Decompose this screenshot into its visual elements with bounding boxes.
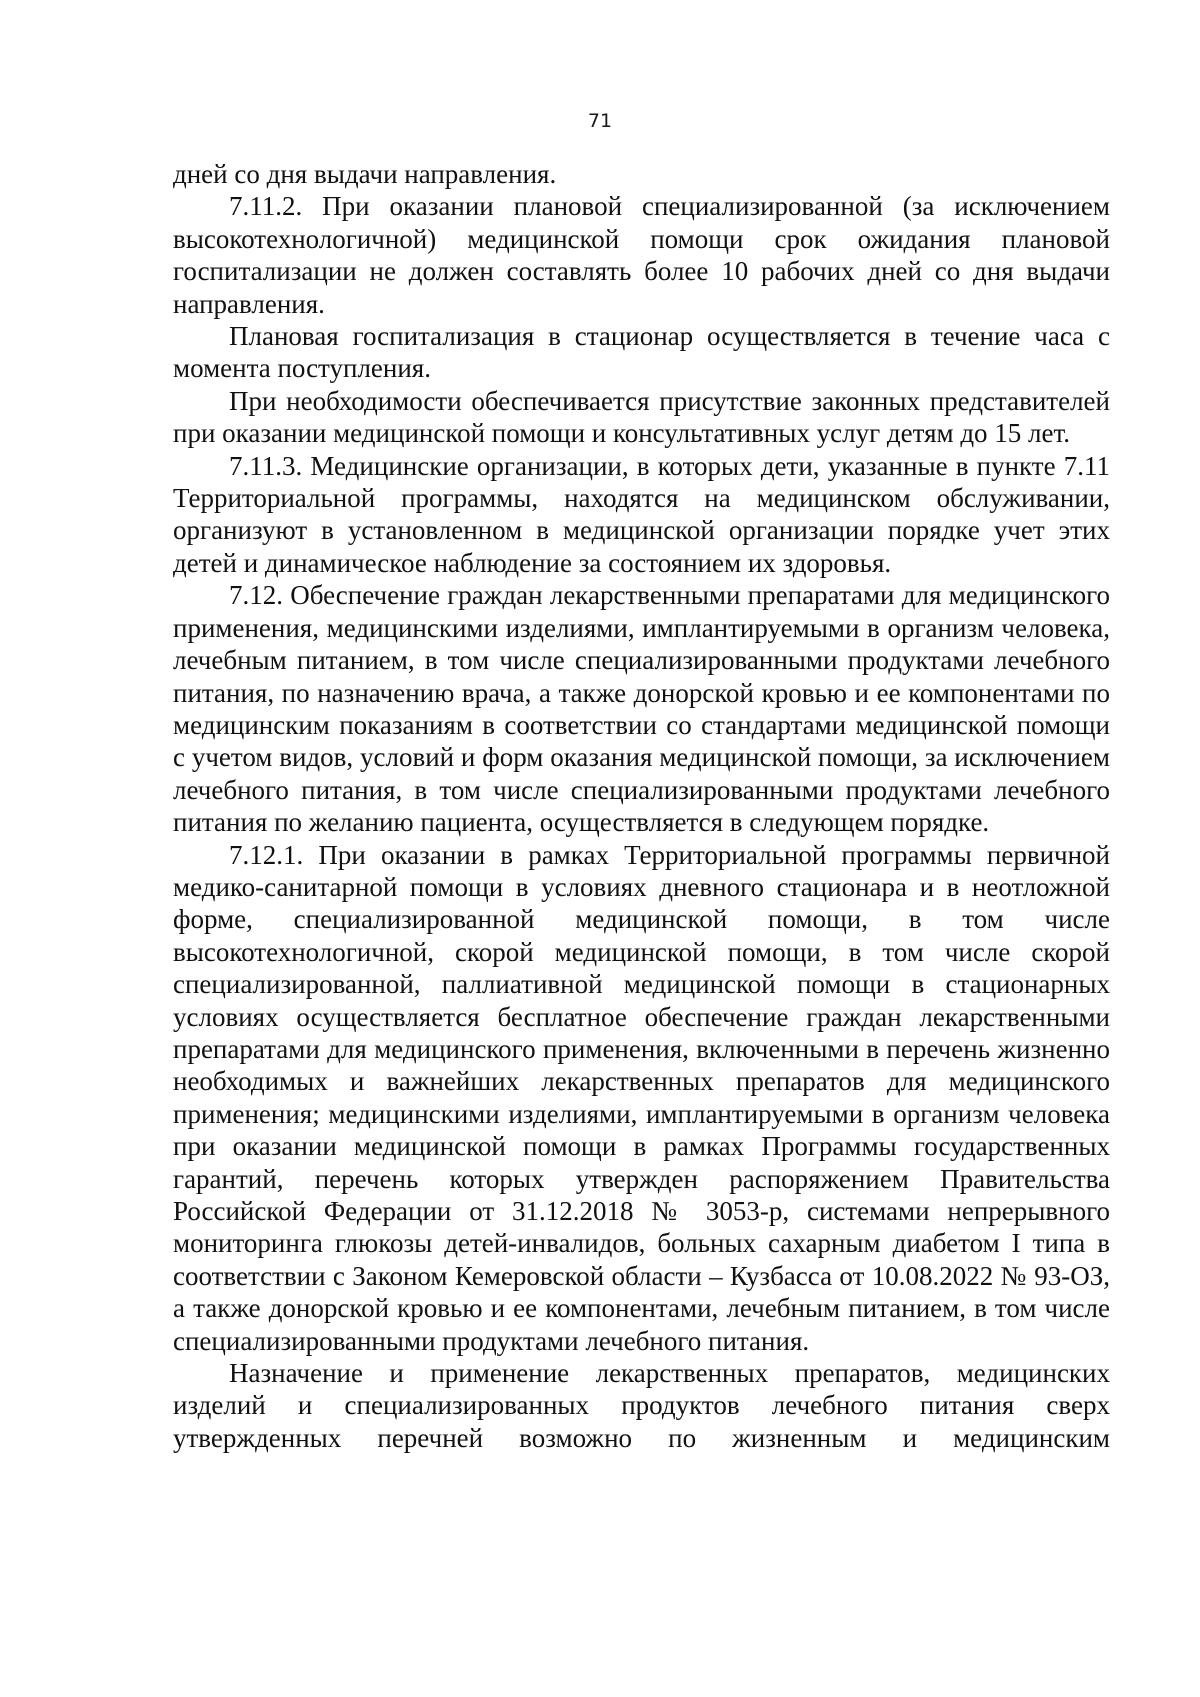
paragraph-7-12-1: 7.12.1. При оказании в рамках Территориальной программы первичной медико-санитарной помощи в условиях дневного стационара и в неотложной форме, специализированной медицинской помощи, в том числе высокотехнологичной, скорой медицинской помощи, в том числе скорой специализированной, паллиативной медицинской помощи в стационарных условиях осуществляется бесплатное обеспечение граждан лекарственными препаратами для медицинского применения, включенными в перечень жизненно необходимых и важнейших лекарственных препаратов для медицинского применения; медицинскими изделиями, имплантируемыми в организм человека при оказании медицинской помощи в рамках Программы государственных гарантий, перечень которых утвержден распоряжением Правительства Российской Федерации от 31.12.2018 № 3053-р, системами непрерывного мониторинга глюкозы детей-инвалидов, больных сахарным диабетом I типа в соответствии с Законом Кемеровской области – Кузбасса от 10.08.2022 № 93-ОЗ, а также донорской кровью и ее компонентами, лечебным питанием, в том числе специализированными продуктами лечебного питания.: [173, 839, 1110, 1356]
paragraph-continuation: дней со дня выдачи направления.: [173, 159, 557, 189]
paragraph-legal-representatives: При необходимости обеспечивается присутствие законных представителей при оказании медицинской помощи и консультативных услуг детям до 15 лет.: [173, 385, 1110, 449]
document-body: [173, 158, 1110, 1454]
paragraph-7-11-2: 7.11.2. При оказании плановой специализированной (за исключением высокотехнологичной) медицинской помощи срок ожидания плановой госпитализации не должен составлять более 10 рабочих дней со дня выдачи направления.: [173, 191, 1110, 319]
paragraph-prescription: Назначение и применение лекарственных препаратов, медицинских изделий и специализированных продуктов лечебного питания сверх утвержденных перечней возможно по жизненным и медицинским: [173, 1358, 1110, 1453]
paragraph-7-12: 7.12. Обеспечение граждан лекарственными препаратами для медицинского применения, медицинскими изделиями, имплантируемыми в организм человека, лечебным питанием, в том числе специализированными продуктами лечебного питания, по назначению врача, а также донорской кровью и ее компонентами по медицинским показаниям в соответствии со стандартами медицинской помощи с учетом видов, условий и форм оказания медицинской помощи, за исключением лечебного питания, в том числе специализированными продуктами лечебного питания по желанию пациента, осуществляется в следующем порядке.: [173, 580, 1110, 838]
paragraph-7-11-3: 7.11.3. Медицинские организации, в которых дети, указанные в пункте 7.11 Территориальной программы, находятся на медицинском обслуживании, организуют в установленном в медицинской организации порядке учет этих детей и динамическое наблюдение за состоянием их здоровья.: [173, 450, 1110, 578]
paragraph-planned-hospitalization: Плановая госпитализация в стационар осуществляется в течение часа с момента поступления.: [173, 321, 1110, 384]
page-number: 71: [587, 110, 613, 132]
